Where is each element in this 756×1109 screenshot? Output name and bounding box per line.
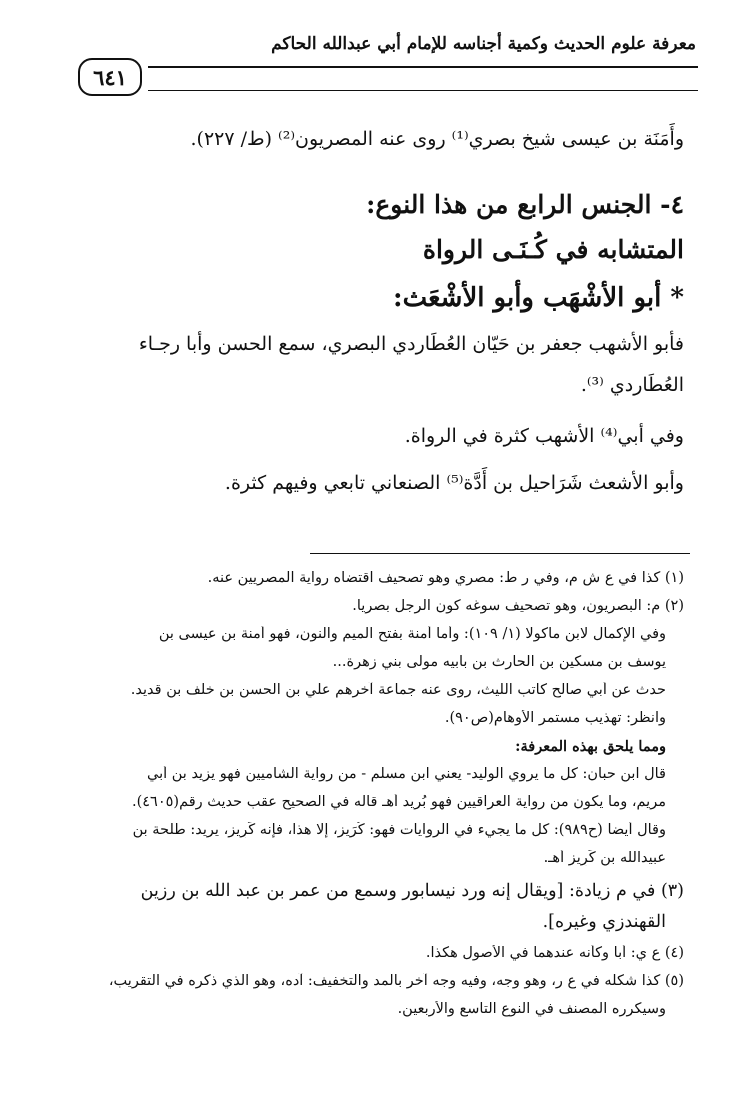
body-line: وأَمَنَة بن عيسى شيخ بصري⁽¹⁾ روى عنه المصريون⁽²⁾ (ط/ ٢٢٧). [190, 128, 684, 150]
footnote-1: (١) كذا في ع ش م، وفي ر ط: مصري وهو تصحيف اقتضاه رواية المصريين عنه. [207, 570, 684, 586]
footnote-line: وفي الإكمال لابن ماكولا (١/ ١٠٩): وأما أمنة بفتح الميم والنون، فهو أمنة بن عيسى بن [158, 626, 666, 642]
paragraph-line: العُطَاردي ⁽³⁾. [580, 374, 684, 396]
footnote-subheading: ومما يلحق بهذه المعرفة: [515, 738, 666, 755]
paragraph-line: وفي أبي⁽⁴⁾ الأشهب كثرة في الرواة. [404, 425, 684, 447]
running-title: معرفة علوم الحديث وكمية أجناسه للإمام أبي عبدالله الحاكم [271, 34, 696, 54]
footnote-line: وسيكرره المصنف في النوع التاسع والأربعين. [397, 1001, 666, 1017]
section-heading: ٤- الجنس الرابع من هذا النوع: [366, 190, 684, 219]
paragraph-line: وأبو الأشعث شَرَاحيل بن أَدَّة⁽⁵⁾ الصنعاني تابعي وفيهم كثرة. [224, 472, 684, 494]
footnote-4: (٤) ع ي: أبا وكأنه عندهما في الأصول هكذا. [425, 945, 684, 961]
entry-heading: * أبو الأشْهَب وأبو الأشْعَث: [392, 283, 684, 313]
footnote-separator [310, 553, 690, 554]
footnote-2: (٢) م: البصريون، وهو تصحيف سوغه كون الرجل بصريا. [352, 598, 684, 614]
footnote-line: وقال أيضا (ح٩٨٩): كل ما يجيء في الروايات فهو: كُرَيز، إلا هذا، فإنه كَرِيز، يريد: طلحة بن [132, 822, 666, 838]
section-subheading: المتشابه في كُـنَـى الرواة [422, 235, 684, 264]
footnote-line: قال ابن حبان: كل ما يروي الوليد- يعني ابن مسلم - من رواية الشاميين فهو يزيد بن أبي [147, 766, 666, 782]
footnote-line: عبيدالله بن كَرِيز أهـ. [543, 850, 666, 866]
footnote-5: (٥) كذا شكله في ع ر، وهو وجه، وفيه وجه آخر بالمد والتخفيف: آده، وهو الذي ذكره في التقريب، [108, 973, 684, 989]
header-rule [148, 66, 698, 68]
paragraph-line: فأبو الأشهب جعفر بن حَيّان العُطَاردي البصري، سمع الحسن وأبا رجـاء [138, 333, 684, 355]
footnote-line: وانظر: تهذيب مستمر الأوهام(ص٩٠). [444, 710, 666, 726]
header-rule-thin [148, 90, 698, 91]
footnote-line: حدث عن أبي صالح كاتب الليث، روى عنه جماعة آخرهم علي بن الحسن بن خلف بن قديد. [130, 682, 666, 698]
footnote-line: مريم، وما يكون من رواية العراقيين فهو بُريد أهـ قاله في الصحيح عقب حديث رقم(٤٦٠٥). [131, 794, 666, 810]
footnote-line: القهندزي وغيره]. [542, 912, 666, 932]
footnote-3: (٣) في م زيادة: [ويقال إنه ورد نيسابور وسمع من عمر بن عبد الله بن رزين [140, 881, 684, 901]
footnote-line: يوسف بن مسكين بن الحارث بن بابيه مولى بني زهرة... [332, 654, 666, 670]
page-number: ٦٤١ [78, 58, 142, 96]
